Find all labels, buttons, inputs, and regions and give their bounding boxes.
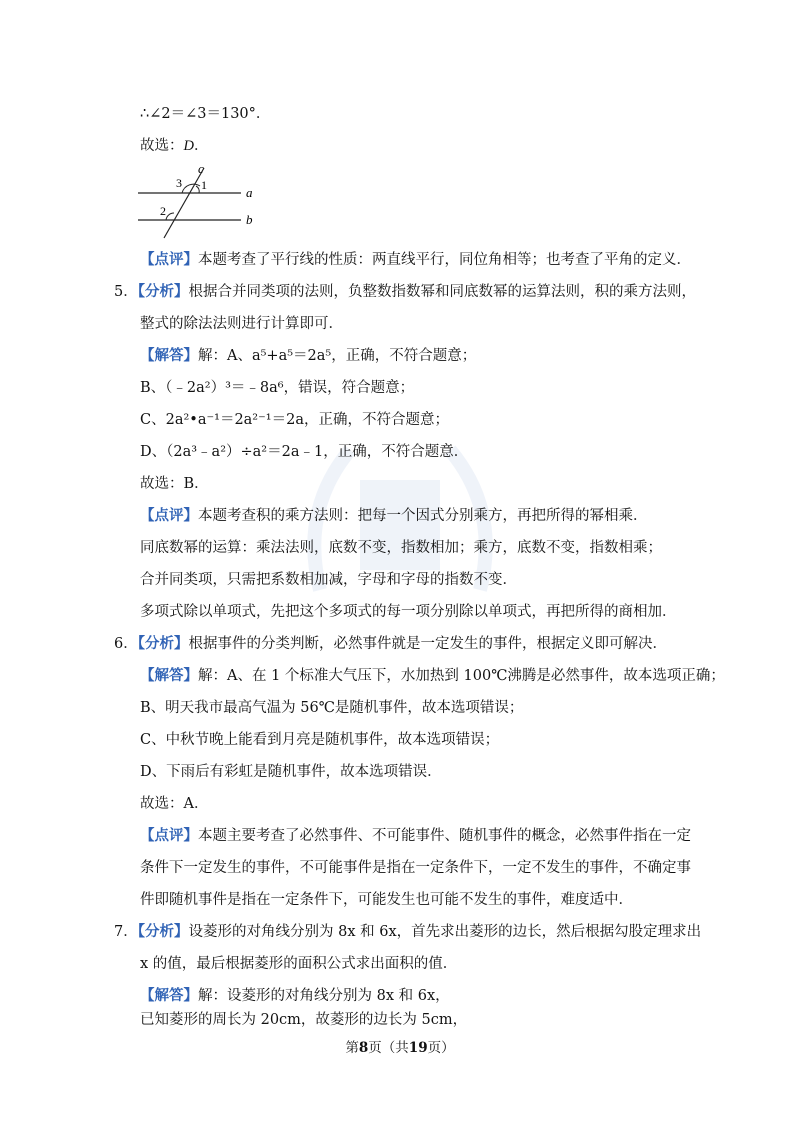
solution-q6-d: D、下雨后有彩虹是随机事件，故本选项错误． <box>140 764 442 780</box>
review-q6-line2: 条件下一定发生的事件，不可能事件是指在一定条件下，一定不发生的事件，不确定事 <box>140 860 691 876</box>
analysis-q5 <box>114 282 696 302</box>
review-text: 本题考查积的乘方法则：把每一个因式分别乘方，再把所得的幂相乘． <box>198 508 648 524</box>
analysis-text: 根据合并同类项的法则，负整数指数幂和同底数幂的运算法则，积的乘方法则， <box>188 284 696 300</box>
review-q6 <box>140 826 691 846</box>
review-tag: 【点评】 <box>140 827 198 844</box>
solution-q5-d: D、（2a³﹣a²）÷a²＝2a﹣1，正确，不符合题意． <box>140 444 469 460</box>
solution-q5-a <box>140 346 476 366</box>
answer-choice: D <box>183 138 194 154</box>
solution-option-a: 解：A、a⁵+a⁵＝2a⁵，正确，不符合题意； <box>198 348 477 364</box>
review-tag: 【点评】 <box>140 507 198 524</box>
label-2: 2 <box>160 204 166 218</box>
label-1: 1 <box>201 178 207 192</box>
review-q5 <box>140 506 648 526</box>
footer-prefix: 第 <box>345 1040 359 1056</box>
analysis-q7-cont: x 的值，最后根据菱形的面积公式求出面积的值． <box>140 956 458 972</box>
conclusion-line: ∴∠2＝∠3＝130°． <box>140 106 271 122</box>
solution-q6-c: C、中秋节晚上能看到月亮是随机事件，故本选项错误； <box>140 732 500 748</box>
analysis-q5-cont: 整式的除法法则进行计算即可． <box>140 316 343 332</box>
footer-suffix: 页） <box>427 1040 455 1056</box>
analysis-text: 根据事件的分类判断，必然事件就是一定发生的事件，根据定义即可解决． <box>188 636 667 652</box>
solution-q5-c: C、2a²•a⁻¹＝2a²⁻¹＝2a，正确，不符合题意； <box>140 412 449 428</box>
footer-middle: 页（共 <box>368 1040 409 1056</box>
review-q5-line2: 同底数幂的运算：乘法法则，底数不变，指数相加；乘方，底数不变，指数相乘； <box>140 540 662 556</box>
solution-q6-b: B、明天我市最高气温为 56℃是随机事件，故本选项错误； <box>140 700 524 716</box>
answer-line-q6: 故选：A． <box>140 796 209 812</box>
solution-q7 <box>140 986 450 1006</box>
solution-tag: 【解答】 <box>140 987 198 1004</box>
solution-q5-b: B、（﹣2a²）³＝﹣8a⁶，错误，符合题意； <box>140 380 415 396</box>
review-text: 本题主要考查了必然事件、不可能事件、随机事件的概念，必然事件指在一定 <box>198 828 691 844</box>
solution-tag: 【解答】 <box>140 667 198 684</box>
analysis-text: 设菱形的对角线分别为 8x 和 6x，首先求出菱形的边长，然后根据勾股定理求出 <box>188 924 702 940</box>
solution-tag: 【解答】 <box>140 347 198 364</box>
review-q5-line3: 合并同类项，只需把系数相加减，字母和字母的指数不变． <box>140 572 517 588</box>
angle-2-arc <box>166 213 174 220</box>
page-footer <box>0 1036 800 1056</box>
question-number: 6． <box>114 636 138 652</box>
review-text: 本题考查了平行线的性质：两直线平行，同位角相等；也考查了平角的定义． <box>198 252 691 268</box>
analysis-tag: 【分析】 <box>137 923 189 940</box>
analysis-q6 <box>114 634 667 654</box>
solution-q6-a <box>140 666 725 686</box>
analysis-q7 <box>114 922 701 942</box>
review-q4 <box>140 250 691 270</box>
page-number: 8 <box>358 1040 369 1056</box>
label-a: a <box>246 185 253 200</box>
solution-option-a: 解：A、在 1 个标准大气压下，水加热到 100℃沸腾是必然事件，故本选项正确； <box>198 668 725 684</box>
label-3: 3 <box>176 176 182 190</box>
answer-line-q5: 故选：B． <box>140 476 209 492</box>
parallel-lines-figure <box>138 160 263 240</box>
page-total: 19 <box>408 1040 428 1056</box>
line-c <box>164 168 204 238</box>
question-number: 5． <box>114 284 138 300</box>
analysis-tag: 【分析】 <box>137 283 189 300</box>
label-b: b <box>246 212 253 227</box>
review-q6-line3: 件即随机事件是指在一定条件下，可能发生也可能不发生的事件，难度适中． <box>140 892 633 908</box>
label-c: c <box>198 161 204 176</box>
solution-q7-line2: 已知菱形的周长为 20cm，故菱形的边长为 5cm， <box>140 1012 468 1028</box>
solution-text: 解：设菱形的对角线分别为 8x 和 6x， <box>198 988 450 1004</box>
answer-suffix: ． <box>193 138 209 154</box>
question-number: 7． <box>114 924 138 940</box>
angle-1-arc <box>196 186 199 193</box>
answer-line-q4 <box>140 136 208 156</box>
analysis-tag: 【分析】 <box>137 635 189 652</box>
review-q5-line4: 多项式除以单项式，先把这个多项式的每一项分别除以单项式，再把所得的商相加． <box>140 604 677 620</box>
answer-prefix: 故选： <box>140 138 184 154</box>
review-tag: 【点评】 <box>140 251 198 268</box>
